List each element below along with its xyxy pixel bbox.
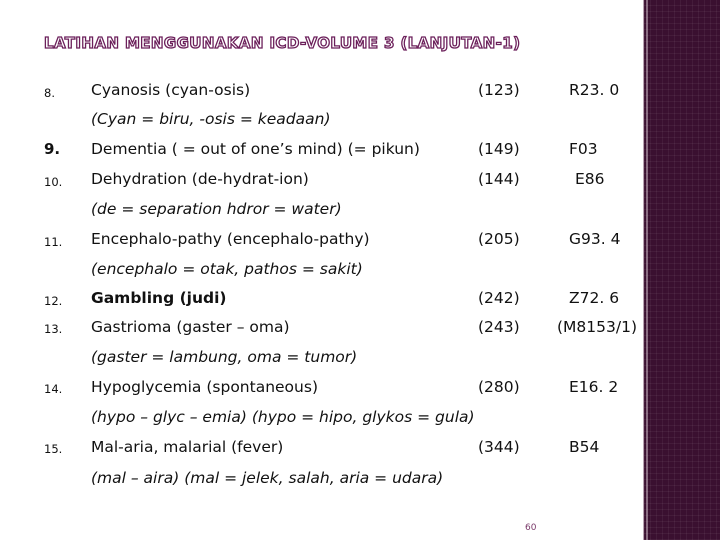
entry-code: F03 (569, 140, 598, 158)
entry-number: 10. (44, 175, 63, 189)
entry-note: (encephalo = otak, pathos = sakit) (91, 260, 363, 278)
entry-term: Mal-aria, malarial (fever) (91, 438, 284, 456)
entry-number: 11. (44, 235, 63, 249)
entry-term: Encephalo-pathy (encephalo-pathy) (91, 230, 370, 248)
entry-page: (205) (478, 230, 520, 248)
entry-note: (Cyan = biru, -osis = keadaan) (91, 110, 331, 128)
entry-term: Gambling (judi) (91, 289, 227, 307)
entry-note: (mal – aira) (mal = jelek, salah, aria = udara) (91, 469, 444, 487)
entry-code: E86 (575, 170, 605, 188)
entry-term: Cyanosis (cyan-osis) (91, 81, 251, 99)
slide-title: LATIHAN MENGGUNAKAN ICD-VOLUME 3 (LANJUTAN-1) (44, 34, 521, 52)
entry-code: (M8153/1) (557, 318, 637, 336)
entry-number: 15. (44, 442, 63, 456)
entry-page: (344) (478, 438, 520, 456)
entry-number: 14. (44, 382, 63, 396)
entry-note: (hypo – glyc – emia) (hypo = hipo, glykos = gula) (91, 408, 475, 426)
entry-term: Hypoglycemia (spontaneous) (91, 378, 318, 396)
entry-page: (149) (478, 140, 520, 158)
entry-page: (123) (478, 81, 520, 99)
entry-code: Z72. 6 (569, 289, 620, 307)
entry-page: (243) (478, 318, 520, 336)
entry-note: (de = separation hdror = water) (91, 200, 342, 218)
entry-term: Dehydration (de-hydrat-ion) (91, 170, 309, 188)
entry-page: (144) (478, 170, 520, 188)
entry-page: (242) (478, 289, 520, 307)
page-number: 60 (525, 523, 537, 533)
entry-code: E16. 2 (569, 378, 619, 396)
entry-code: R23. 0 (569, 81, 620, 99)
entry-number: 8. (44, 86, 55, 100)
entry-note: (gaster = lambung, oma = tumor) (91, 348, 358, 366)
entry-number: 13. (44, 322, 63, 336)
entry-code: B54 (569, 438, 600, 456)
entry-term: Gastrioma (gaster – oma) (91, 318, 290, 336)
decorative-side-bar (643, 0, 720, 540)
entry-code: G93. 4 (569, 230, 621, 248)
entry-page: (280) (478, 378, 520, 396)
entry-term: Dementia ( = out of one’s mind) (= pikun) (91, 140, 420, 158)
entry-number: 9. (44, 140, 61, 158)
entry-number: 12. (44, 294, 63, 308)
